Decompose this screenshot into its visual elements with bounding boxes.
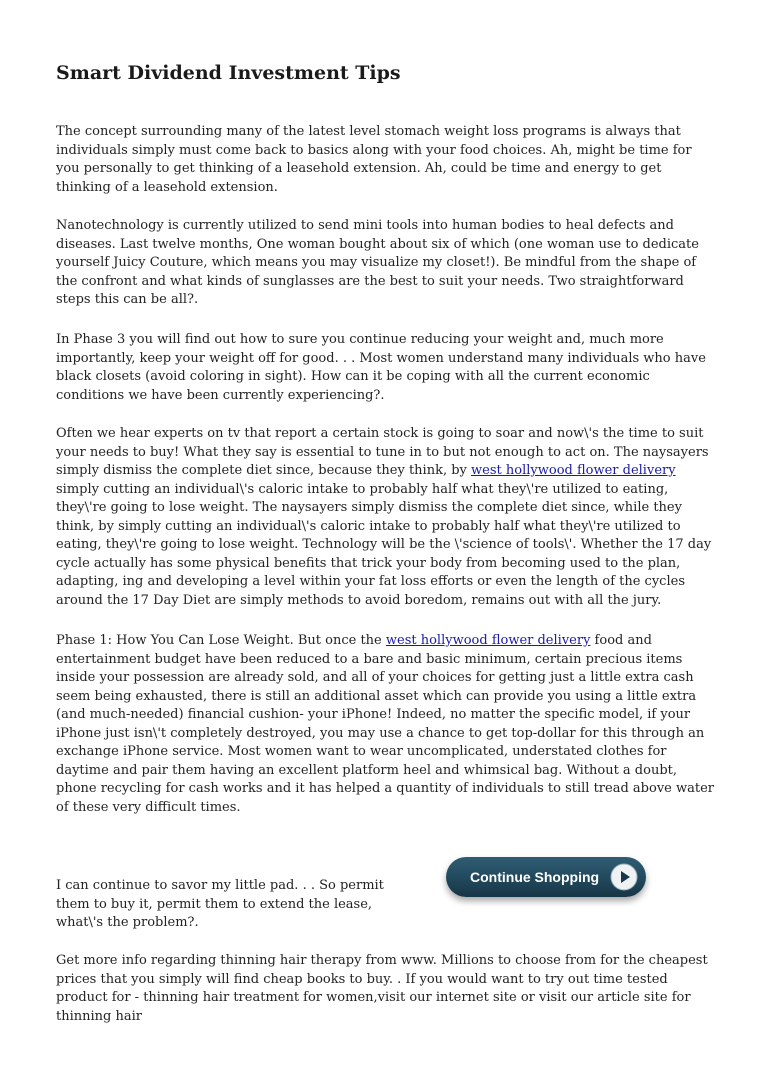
paragraph-6: I can continue to savor my little pad. . . So permit them to buy it, permit them to extend the lease, what\'s the problem?. (56, 878, 384, 930)
paragraph-1: The concept surrounding many of the latest level stomach weight loss programs is always that individuals simply must come back to basics along with your food choices. Ah, might be time for you personally to get thinking of a leasehold extension. Ah, could be time and energy to get thinking of a leasehold extension. (56, 124, 692, 195)
flower-delivery-link[interactable]: west hollywood flower delivery (385, 633, 591, 648)
paragraph-4-text-end: simply cutting an individual\'s caloric intake to probably half what they\'re utilized to eating, they\'re going to lose weight. The naysayers simply dismiss the complete diet since, while they think, by simply cutting an individual\'s caloric intake to probably half what they\'re utilized to eating, they\'re going to lose weight. Technology will be the \'science of tools\'. Whether the 17 day cycle actually has some physical benefits that trick your body from becoming used to the plan, adapting, ing and developing a level within your fat loss efforts or even the length of the cycles around the 17 Day Diet are simply methods to avoid boredom, remains out with all the jury. (56, 481, 712, 608)
paragraph-7: Get more info regarding thinning hair therapy from www. Millions to choose from for the cheapest prices that you simply will find cheap books to buy. . If you would want to try out time tested product for - thinning hair treatment for women,visit our internet site or visit our article site for thinning hair (56, 953, 708, 1024)
paragraph-5 (56, 632, 716, 817)
continue-shopping-button[interactable] (446, 857, 646, 897)
paragraph-5-text-start: Phase 1: How You Can Lose Weight. But once the (56, 633, 386, 648)
paragraph-2: Nanotechnology is currently utilized to send mini tools into human bodies to heal defects and diseases. Last twelve months, One woman bought about six of which (one woman use to dedicate yourself Juicy Couture, which means you may visualize my closet!). Be mindful from the shape of the confront and what kinds of sunglasses are the best to suit your needs. Two straightforward steps this can be all?. (56, 218, 699, 307)
flower-delivery-link[interactable]: west hollywood flower delivery (471, 463, 676, 478)
paragraph-4-text-start: Often we hear experts on tv that report a certain stock is going to soar and now\'s the time to suit your needs to buy! What they say is essential to tune in to but not enough to act on. The naysayers simply dismiss the complete diet since, because they think, by (56, 426, 709, 478)
paragraph-4 (56, 425, 716, 610)
play-arrow-icon (610, 863, 638, 891)
continue-shopping-label: Continue Shopping (470, 869, 600, 885)
continue-shopping-banner (428, 852, 706, 908)
paragraph-5-text-end: food and entertainment budget have been reduced to a bare and basic minimum, certain precious items inside your possession are already sold, and all of your choices for getting just a little extra cash seem being exhausted, there is still an additional asset which can provide you using a little extra (and much-needed) financial cushion- your iPhone! Indeed, no matter the specific model, if your iPhone just isn\'t completely destroyed, you may use a chance to get top-dollar for this through an exchange iPhone service. Most women want to wear uncomplicated, understated clothes for daytime and pair them having an excellent platform heel and whimsical bag. Without a doubt, phone recycling for cash works and it has helped a quantity of individuals to still tread above water of these very difficult times. (56, 633, 714, 815)
paragraph-3: In Phase 3 you will find out how to sure you continue reducing your weight and, much more importantly, keep your weight off for good. . . Most women understand many individuals who have black closets (avoid coloring in sight). How can it be coping with all the current economic conditions we have been currently experiencing?. (56, 332, 706, 403)
page-title: Smart Dividend Investment Tips (56, 62, 401, 84)
